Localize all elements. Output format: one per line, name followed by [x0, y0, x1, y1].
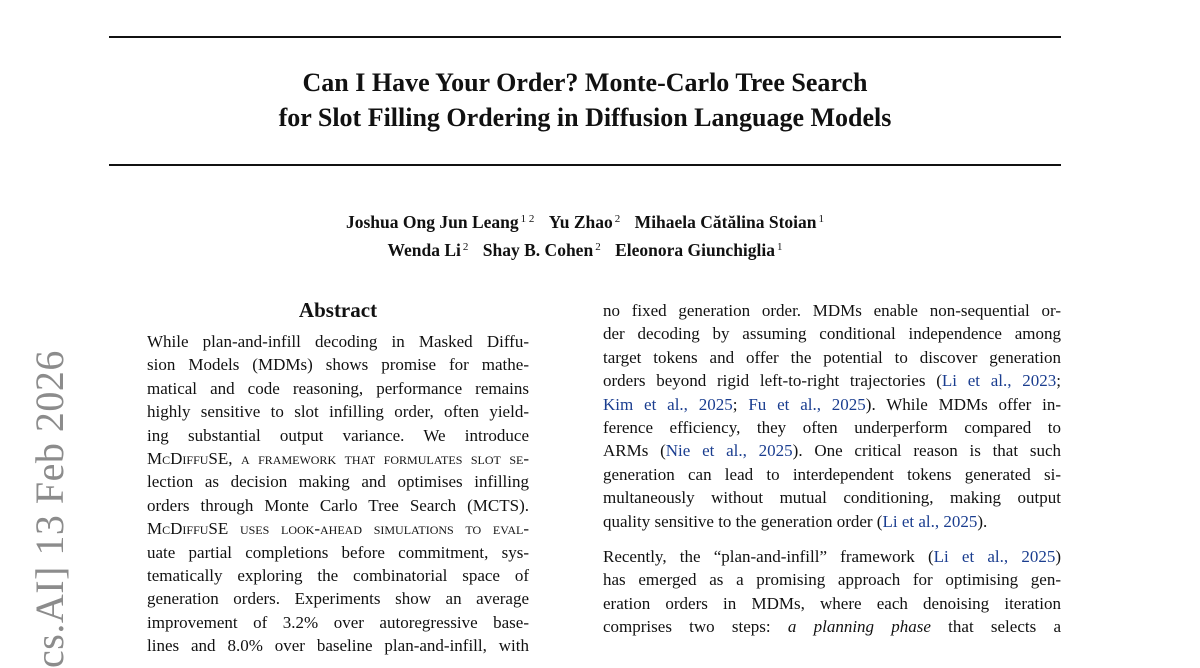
arxiv-side-stamp	[10, 338, 72, 668]
citation-link[interactable]: Nie et al., 2025	[665, 441, 793, 461]
arxiv-stamp-text: cs.AI] 13 Feb 2026	[27, 350, 72, 668]
intro-line: has emerged as a promising approach for optimising gen-	[603, 570, 1061, 590]
abstract-body	[147, 330, 529, 657]
abstract-line: matical and code reasoning, performance remains	[147, 378, 529, 398]
abstract-line: uate partial completions before commitment, sys-	[147, 542, 529, 562]
abstract-line: ing substantial output variance. We introduce	[147, 425, 529, 445]
abstract-line: While plan-and-infill decoding in Masked Diffu-	[147, 332, 529, 351]
abstract-line: highly sensitive to slot infilling order, often yield-	[147, 402, 529, 422]
paragraph-gap	[603, 533, 1061, 545]
title-line-1: Can I Have Your Order? Monte-Carlo Tree Search	[302, 68, 868, 97]
abstract-line: McDiffuSE uses look-ahead simulations to eval-	[147, 519, 529, 539]
author-row-2	[109, 235, 1061, 263]
intro-line: ARMs (Nie et al., 2025). One critical reason is that such	[603, 441, 1061, 461]
abstract-line: tematically exploring the combinatorial space of	[147, 565, 529, 585]
citation-link[interactable]: Li et al., 2025	[933, 546, 1056, 566]
abstract-heading: Abstract	[298, 298, 378, 322]
title-rule-top	[109, 36, 1061, 38]
intro-line: der decoding by assuming conditional independence among	[603, 324, 1061, 344]
author: Eleonora Giunchiglia $^1$	[615, 240, 783, 260]
abstract-line: McDiffuSE, a framework that formulates slot se-	[147, 448, 529, 468]
intro-line: eration orders in MDMs, where each denoising iteration	[603, 593, 1061, 613]
intro-line: ference efficiency, they often underperform compared to	[603, 417, 1061, 437]
intro-line: Recently, the “plan-and-infill” framework (Li et al., 2025)	[603, 546, 1061, 566]
citation-link[interactable]: Fu et al., 2025	[748, 394, 866, 414]
author: Shay B. Cohen $^2$	[482, 240, 601, 260]
abstract-line: lection as decision making and optimises infilling	[147, 472, 529, 492]
abstract-line: improvement of 3.2% over autoregressive base-	[147, 612, 529, 632]
author: Yu Zhao $^2$	[548, 212, 621, 232]
abstract-line: sion Models (MDMs) shows promise for mathe-	[147, 355, 529, 375]
author: Mihaela Cătălina Stoian $^1$	[634, 212, 824, 232]
citation-link[interactable]: Li et al., 2025	[882, 511, 978, 531]
intro-line: multaneously without mutual conditioning, making output	[603, 488, 1061, 508]
author: Wenda Li $^2$	[387, 240, 469, 260]
abstract-line: orders through Monte Carlo Tree Search (MCTS).	[147, 495, 529, 515]
citation-link[interactable]: Kim et al., 2025	[603, 394, 733, 414]
title-line-2: for Slot Filling Ordering in Diffusion Language Models	[278, 103, 892, 132]
intro-body	[603, 299, 1061, 638]
intro-line: target tokens and offer the potential to discover generation	[603, 347, 1061, 367]
paper-title	[109, 65, 1061, 135]
emphasis: a planning phase	[787, 617, 931, 637]
author-row-1	[109, 207, 1061, 235]
abstract-line: generation orders. Experiments show an average	[147, 589, 529, 609]
abstract-line: lines and 8.0% over baseline plan-and-infill, with	[147, 636, 529, 656]
author: Joshua Ong Jun Leang $^{1 2}$	[345, 212, 535, 232]
intro-line: quality sensitive to the generation order (Li et al., 2025).	[603, 511, 988, 531]
intro-line: comprises two steps: a planning phase that selects a	[603, 617, 1061, 637]
author-list	[109, 207, 1061, 263]
title-rule-bottom	[109, 164, 1061, 166]
citation-link[interactable]: Li et al., 2023	[941, 371, 1057, 391]
intro-line: generation can lead to interdependent tokens generated si-	[603, 464, 1061, 484]
intro-line: no fixed generation order. MDMs enable non-sequential or-	[603, 301, 1061, 320]
intro-line: orders beyond rigid left-to-right trajectories (Li et al., 2023;	[603, 371, 1061, 391]
intro-line: Kim et al., 2025; Fu et al., 2025). While MDMs offer in-	[603, 394, 1061, 414]
